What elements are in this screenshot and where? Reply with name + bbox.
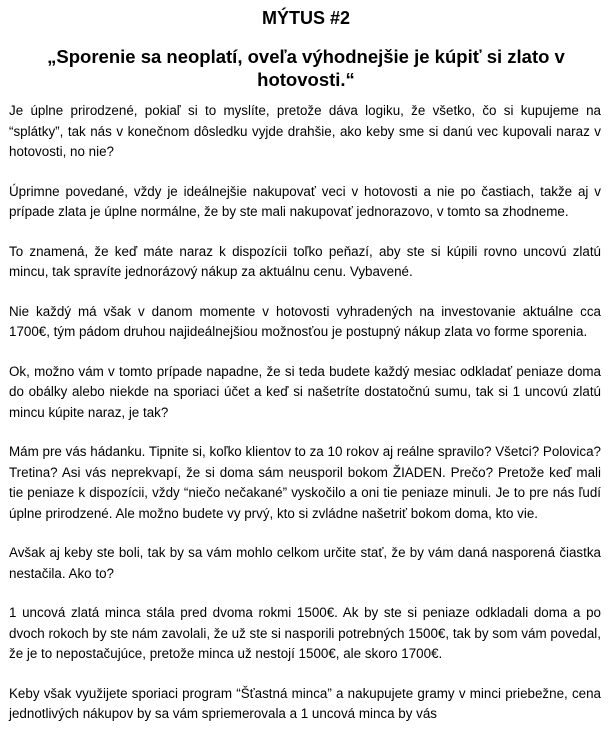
paragraph: Ok, možno vám v tomto prípade napadne, že si teda budete každý mesiac odkladať peniaze doma do obálky alebo niekde na sporiaci účet a keď si našetríte dostatočnú sumu, tak si 1 uncovú zlatú mincu kúpite naraz, je tak? xyxy=(9,363,601,420)
paragraph: To znamená, že keď máte naraz k dispozícii toľko peňazí, aby ste si kúpili rovno uncovú zlatú mincu, tak spravíte jednorázový nákup za aktuálnu cenu. Vybavené. xyxy=(9,243,601,279)
paragraph: 1 uncová zlatá minca stála pred dvoma rokmi 1500€. Ak by ste si peniaze odkladali doma a po dvoch rokoch by ste nám zavolali, že už ste si nasporili potrebných 1500€, tak by som vám povedal, že je to nepostačujúce, pretože minca už nestojí 1500€, ale skoro 1700€. xyxy=(9,605,601,661)
myth-quote: „Sporenie sa neoplatí, oveľa výhodnejšie je kúpiť si zlato v hotovosti.“ xyxy=(47,46,565,90)
myth-heading: MÝTUS #2 xyxy=(261,8,351,28)
paragraph: Úprimne povedané, vždy je ideálnejšie nakupovať veci v hotovosti a nie po častiach, takže aj v prípade zlata je úplne normálne, že by ste mali nakupovať jednorazovo, v tomto sa zhodneme. xyxy=(9,183,601,219)
body-text xyxy=(9,101,601,744)
paragraph: Keby však využijete sporiaci program “Šťastná minca” a nakupujete gramy v minci priebežne, cena jednotlivých nákupov by sa vám spriemerovala a 1 uncová minca by vás xyxy=(9,685,601,721)
paragraph: Avšak aj keby ste boli, tak by sa vám mohlo celkom určite stať, že by vám daná nasporená čiastka nestačila. Ako to? xyxy=(9,545,601,581)
paragraph: Nie každý má však v danom momente v hotovosti vyhradených na investovanie aktuálne cca 1700€, tým pádom druhou najideálnejšiou možnosťou je postupný nákup zlata vo forme sporenia. xyxy=(9,303,601,339)
paragraph: Mám pre vás hádanku. Tipnite si, koľko klientov to za 10 rokov aj reálne spravilo? Všetci? Polovica? Tretina? Asi vás neprekvapí, že si doma sám neusporil bokom ŽIADEN. Prečo? Pretože keď mali tie peniaze k dispozícii, vždy “niečo nečakané” vyskočilo a oni tie peniaze minuli. Je to pre nás ľudí úplne prirodzené. Ale možno budete vy prvý, kto si zvládne našetriť bokom doma, kto vie. xyxy=(9,444,601,521)
paragraph: Je úplne prirodzené, pokiaľ si to myslíte, pretože dáva logiku, že všetko, čo si kupujeme na “splátky”, tak nás v konečnom dôsledku vyjde drahšie, ako keby sme si danú vec kupovali naraz v hotovosti, no nie? xyxy=(9,103,601,159)
